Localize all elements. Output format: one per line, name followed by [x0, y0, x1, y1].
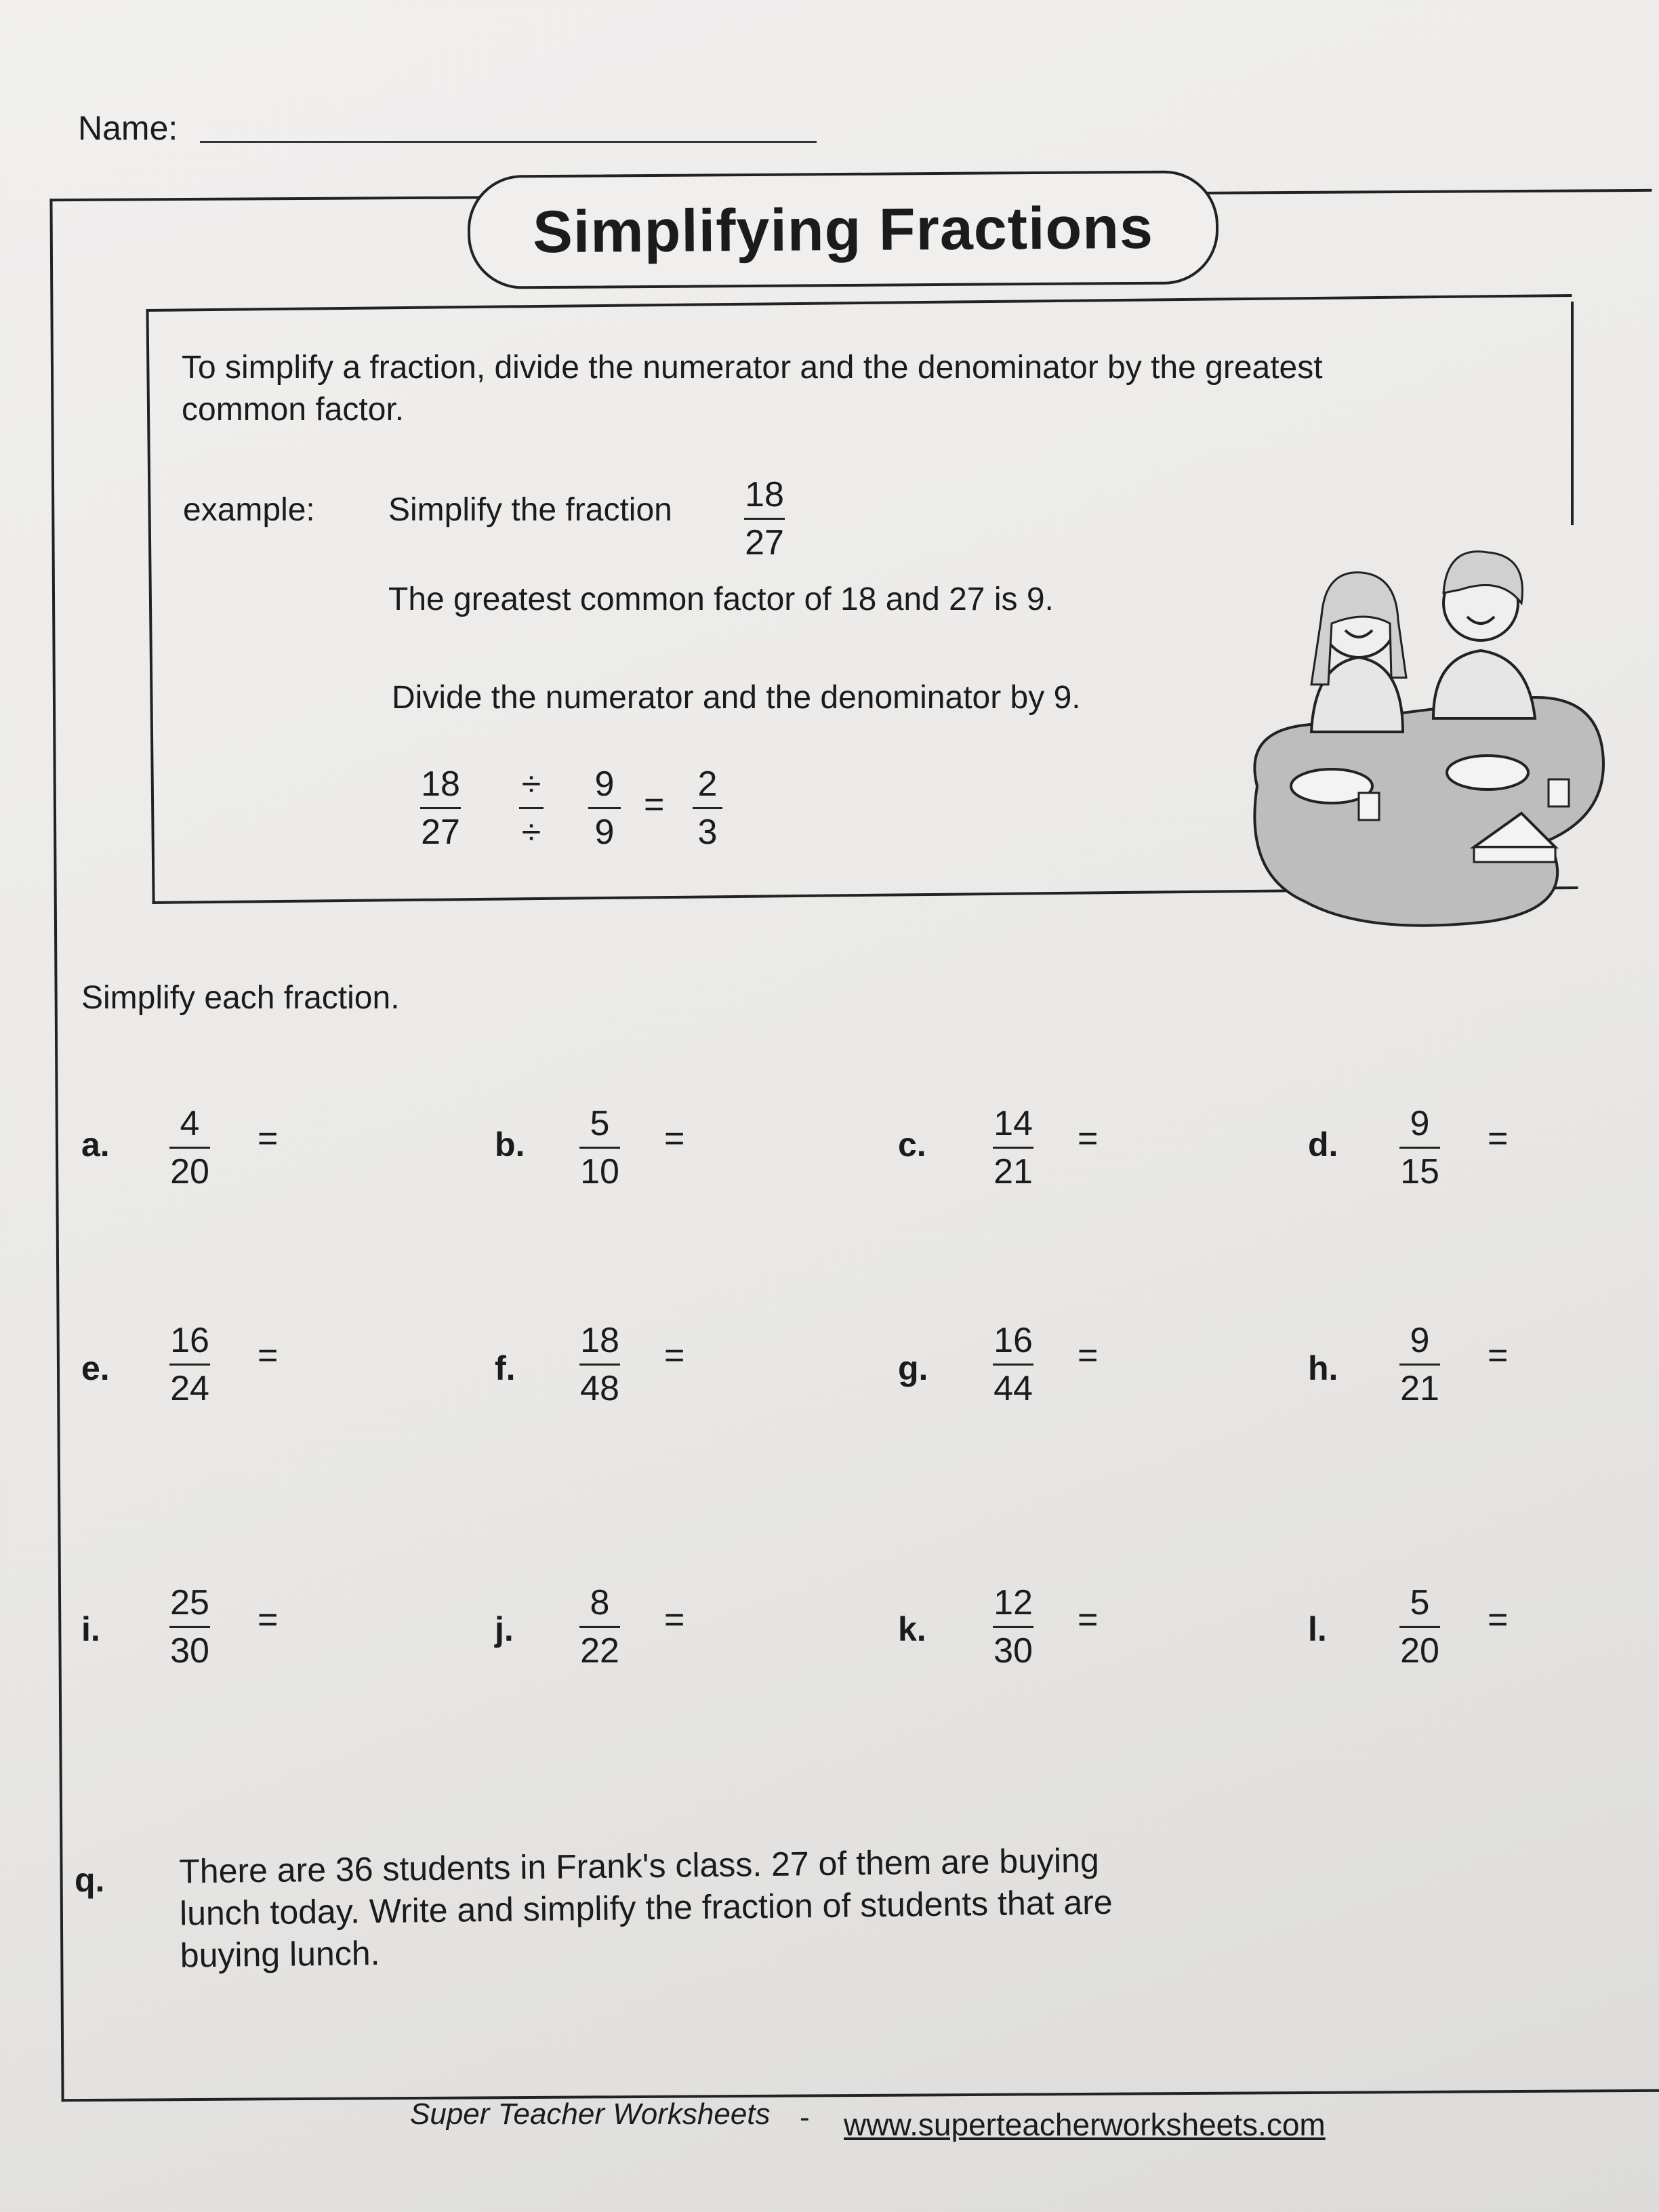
problem-fraction: [1399, 1103, 1440, 1192]
exercise-prompt: Simplify each fraction.: [81, 980, 400, 1016]
answer-equals[interactable]: =: [1488, 1336, 1509, 1375]
example-text: Simplify the fraction: [388, 492, 672, 528]
fraction-bar: [993, 1364, 1033, 1366]
problem-fraction: [169, 1582, 210, 1671]
footer-link[interactable]: www.superteacherworksheets.com: [844, 2107, 1326, 2142]
numerator: 5: [590, 1104, 610, 1143]
work-equals: =: [644, 785, 665, 824]
word-problem-letter: q.: [75, 1861, 105, 1899]
answer-equals[interactable]: =: [1488, 1119, 1509, 1158]
denominator: 44: [994, 1369, 1033, 1408]
problem-fraction: [579, 1320, 620, 1409]
fraction-bar: [519, 807, 544, 809]
answer-equals[interactable]: =: [258, 1600, 279, 1639]
footer-separator: -: [800, 2101, 810, 2134]
fraction-bar: [420, 807, 461, 809]
instruction-intro: To simplify a fraction, divide the numerator and the denominator by the greatest common factor.: [182, 350, 1323, 428]
numerator: 25: [170, 1583, 209, 1622]
gcf-text: The greatest common factor of 18 and 27 is 9.: [388, 581, 1054, 617]
denominator: 24: [170, 1369, 209, 1408]
fraction-bar: [588, 807, 621, 809]
fraction-bar: [169, 1364, 210, 1366]
numerator: 12: [994, 1583, 1033, 1622]
numerator: 18: [580, 1321, 619, 1360]
fraction-bar: [579, 1364, 620, 1366]
numerator: 18: [421, 764, 460, 804]
divide-sign: ÷: [521, 813, 541, 852]
work-fraction-2: [588, 764, 621, 853]
answer-equals[interactable]: =: [1488, 1600, 1509, 1639]
answer-equals[interactable]: =: [1078, 1600, 1099, 1639]
fraction-bar: [579, 1626, 620, 1628]
denominator: 9: [594, 813, 615, 852]
problem-fraction: [1399, 1320, 1440, 1409]
denominator: 30: [994, 1631, 1033, 1671]
word-problem-text: There are 36 students in Frank's class. 27 of them are buying lunch today. Write and simplify the fraction of students that are buying lunch.: [178, 1841, 1113, 1975]
denominator: 48: [580, 1369, 619, 1408]
problem-fraction: [169, 1320, 210, 1409]
page-title: Simplifying Fractions: [532, 193, 1154, 266]
work-fraction-1: [420, 764, 461, 853]
problem-letter: b.: [495, 1126, 525, 1164]
denominator: 27: [421, 813, 460, 852]
numerator: 14: [994, 1104, 1033, 1143]
numerator: 2: [697, 764, 718, 804]
problem-fraction: [169, 1103, 210, 1192]
lunch-illustration: [1230, 529, 1610, 935]
numerator: 18: [745, 475, 784, 514]
answer-equals[interactable]: =: [664, 1600, 685, 1639]
work-result: [693, 764, 722, 853]
numerator: 16: [170, 1321, 209, 1360]
numerator: 8: [590, 1583, 610, 1622]
fraction-bar: [1399, 1147, 1440, 1149]
fraction-bar: [993, 1147, 1033, 1149]
numerator: 16: [994, 1321, 1033, 1360]
problem-letter: h.: [1308, 1349, 1338, 1387]
answer-equals[interactable]: =: [664, 1336, 685, 1375]
answer-equals[interactable]: =: [258, 1336, 279, 1375]
problem-fraction: [993, 1320, 1033, 1409]
fraction-bar: [169, 1147, 210, 1149]
problem-letter: a.: [81, 1126, 110, 1164]
example-fraction: [744, 474, 785, 563]
denominator: 27: [745, 523, 784, 562]
answer-equals[interactable]: =: [1078, 1336, 1099, 1375]
denominator: 3: [697, 813, 718, 852]
numerator: 9: [594, 764, 615, 804]
problem-letter: k.: [898, 1610, 926, 1648]
fraction-bar: [579, 1147, 620, 1149]
problem-letter: j.: [495, 1610, 514, 1648]
denominator: 10: [580, 1152, 619, 1191]
denominator: 22: [580, 1631, 619, 1671]
numerator: 4: [180, 1104, 200, 1143]
answer-equals[interactable]: =: [258, 1119, 279, 1158]
numerator: 9: [1410, 1104, 1430, 1143]
denominator: 21: [994, 1152, 1033, 1191]
name-line[interactable]: [200, 141, 817, 143]
problem-letter: l.: [1308, 1610, 1327, 1648]
instruction-box-edge: [1571, 302, 1574, 525]
problem-fraction: [579, 1103, 620, 1192]
problem-letter: e.: [81, 1349, 110, 1387]
denominator: 20: [170, 1152, 209, 1191]
problem-letter: g.: [898, 1349, 928, 1387]
divide-signs: [519, 764, 544, 853]
answer-equals[interactable]: =: [1078, 1119, 1099, 1158]
fraction-bar: [1399, 1364, 1440, 1366]
problem-letter: c.: [898, 1126, 926, 1164]
numerator: 5: [1410, 1583, 1430, 1622]
numerator: 9: [1410, 1321, 1430, 1360]
answer-equals[interactable]: =: [664, 1119, 685, 1158]
problem-fraction: [993, 1103, 1033, 1192]
problem-letter: i.: [81, 1610, 100, 1648]
fraction-bar: [744, 518, 785, 520]
denominator: 21: [1400, 1369, 1439, 1408]
problem-fraction: [993, 1582, 1033, 1671]
denominator: 30: [170, 1631, 209, 1671]
problem-fraction: [579, 1582, 620, 1671]
divide-sign: ÷: [521, 764, 541, 804]
problem-letter: f.: [495, 1349, 516, 1387]
fraction-bar: [169, 1626, 210, 1628]
divide-text: Divide the numerator and the denominator by 9.: [392, 680, 1081, 716]
fraction-bar: [693, 807, 722, 809]
example-label: example:: [183, 492, 315, 528]
footer-brand: Super Teacher Worksheets: [410, 2097, 771, 2131]
denominator: 15: [1400, 1152, 1439, 1191]
fraction-bar: [993, 1626, 1033, 1628]
problem-letter: d.: [1308, 1126, 1338, 1164]
title-banner: [467, 170, 1218, 289]
fraction-bar: [1399, 1626, 1440, 1628]
denominator: 20: [1400, 1631, 1439, 1671]
problem-fraction: [1399, 1582, 1440, 1671]
name-label: Name:: [78, 109, 178, 147]
